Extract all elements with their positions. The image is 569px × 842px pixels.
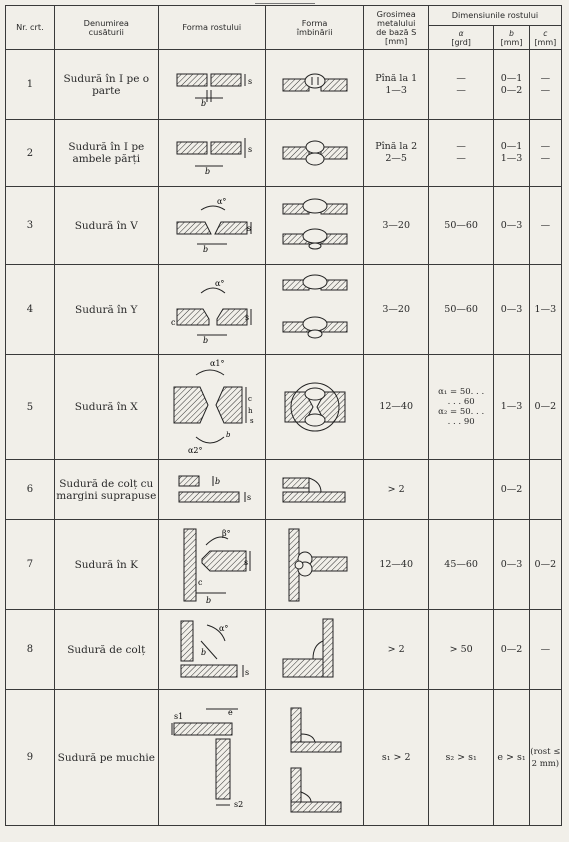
b-value: e > s₁ [494,690,529,826]
row-number: 6 [6,460,55,520]
header-joint-shape: Forma îmbinării [265,6,364,50]
alpha-value: — — [428,120,493,187]
svg-text:c: c [247,395,252,403]
row-number: 4 [6,265,55,355]
alpha-value: α₁ = 50. . . . . . 60 α₂ = 50. . . . . . 90 [428,355,493,460]
row-number: 2 [6,120,55,187]
table-row [6,520,562,610]
groove-i-both-sides-icon [167,128,257,178]
header-dims: Dimensiunile rostului [428,6,561,26]
table-row [6,610,562,690]
c-value: — — [529,120,561,187]
b-value: 0—3 [494,265,529,355]
top-cut-line [255,0,315,4]
header-nr: Nr. crt. [6,6,55,50]
svg-text:b: b [202,244,208,254]
svg-text:s: s [244,667,249,677]
groove-drawing [158,50,265,120]
table-row [6,265,562,355]
header-alpha: α [grd] [428,26,493,50]
alpha-value: 50—60 [428,265,493,355]
groove-drawing [158,187,265,265]
row-name: Sudură în I pe ambele părți [54,120,158,187]
c-value [529,460,561,520]
joint-drawing [265,50,364,120]
b-value: 0—3 [494,520,529,610]
svg-text:s: s [249,417,254,425]
table-row [6,120,562,187]
groove-k-icon [166,523,258,607]
svg-text:e: e [227,707,233,717]
svg-text:α1°: α1° [209,359,225,368]
svg-text:b: b [205,595,211,605]
svg-text:α°: α° [214,278,225,288]
groove-corner-icon [167,615,257,685]
joint-drawing [265,355,364,460]
table-row [6,187,562,265]
thickness-value: s₁ > 2 [364,690,428,826]
joint-x-icon [275,372,355,442]
thickness-value: 3—20 [364,265,428,355]
groove-drawing [158,690,265,826]
row-number: 3 [6,187,55,265]
header-thickness: Grosimea metalului de bază S [mm] [364,6,428,50]
row-name: Sudură de colț cu margini suprapuse [54,460,158,520]
b-value: 0—3 [494,187,529,265]
thickness-value: 12—40 [364,355,428,460]
row-number: 1 [6,50,55,120]
table-row [6,690,562,826]
header-name: Denumirea cusăturii [54,6,158,50]
joint-lap-icon [275,470,355,510]
b-value: 0—1 1—3 [494,120,529,187]
alpha-value: 50—60 [428,187,493,265]
row-name: Sudură în I pe o parte [54,50,158,120]
header-groove-shape: Forma rostului [158,6,265,50]
svg-text:b: b [214,476,220,486]
svg-text:b: b [200,647,206,657]
row-name: Sudură în V [54,187,158,265]
alpha-value: 45—60 [428,520,493,610]
joint-corner-icon [275,615,355,685]
groove-edge-icon [166,703,258,813]
groove-y-icon [167,275,257,345]
row-name: Sudură în K [54,520,158,610]
svg-text:s1: s1 [173,711,183,721]
c-value: 0—2 [529,355,561,460]
joint-i-one-side-icon [275,65,355,105]
svg-text:s2: s2 [233,799,243,809]
svg-text:c: c [197,577,203,587]
joint-drawing [265,610,364,690]
row-name: Sudură în X [54,355,158,460]
thickness-value: Pînă la 2 2—5 [364,120,428,187]
thickness-value: 3—20 [364,187,428,265]
c-value: 1—3 [529,265,561,355]
svg-text:α2°: α2° [187,446,203,455]
c-value: — [529,187,561,265]
svg-text:b: b [200,98,206,108]
groove-drawing [158,120,265,187]
joint-y-icon [275,272,355,348]
row-number: 8 [6,610,55,690]
table-row [6,460,562,520]
groove-drawing [158,610,265,690]
thickness-value: Pînă la 1 1—3 [364,50,428,120]
joint-drawing [265,690,364,826]
groove-drawing [158,265,265,355]
alpha-value [428,460,493,520]
c-value: — [529,610,561,690]
c-value: (rost ≤ 2 mm) [529,690,561,826]
groove-i-one-side-icon [167,60,257,110]
thickness-value: 12—40 [364,520,428,610]
joint-drawing [265,520,364,610]
svg-text:b: b [225,431,231,439]
joint-drawing [265,120,364,187]
header-b: b [mm] [494,26,529,50]
b-value: 0—2 [494,460,529,520]
b-value: 1—3 [494,355,529,460]
alpha-value: s₂ > s₁ [428,690,493,826]
c-value: 0—2 [529,520,561,610]
row-name: Sudură pe muchie [54,690,158,826]
alpha-value: — — [428,50,493,120]
row-name: Sudură în Y [54,265,158,355]
thickness-value: > 2 [364,610,428,690]
thickness-value: > 2 [364,460,428,520]
svg-text:s: s [246,492,251,502]
joint-edge-icon [275,698,355,818]
groove-x-icon [166,357,258,457]
joint-drawing [265,265,364,355]
alpha-value: > 50 [428,610,493,690]
groove-lap-icon [167,468,257,512]
row-name: Sudură de colț [54,610,158,690]
table-row [6,50,562,120]
svg-text:h: h [247,407,253,415]
joint-v-icon [275,194,355,258]
groove-v-icon [167,194,257,258]
row-number: 9 [6,690,55,826]
svg-text:b: b [204,167,210,176]
svg-text:s: s [243,557,248,567]
svg-text:α°: α° [218,623,229,633]
svg-text:s: s [244,312,249,322]
joint-drawing [265,460,364,520]
svg-text:α°: α° [216,196,227,206]
b-value: 0—1 0—2 [494,50,529,120]
b-value: 0—2 [494,610,529,690]
weld-joint-table [5,5,562,826]
svg-text:c: c [170,317,176,327]
joint-k-icon [275,525,355,605]
svg-text:β°: β° [221,528,231,538]
joint-i-both-sides-icon [275,133,355,173]
groove-drawing [158,460,265,520]
row-number: 5 [6,355,55,460]
c-value: — — [529,50,561,120]
groove-drawing [158,355,265,460]
svg-text:s: s [247,76,252,86]
groove-drawing [158,520,265,610]
svg-text:s: s [247,145,252,154]
row-number: 7 [6,520,55,610]
svg-text:b: b [202,335,208,345]
joint-drawing [265,187,364,265]
table-row [6,355,562,460]
header-c: c [mm] [529,26,561,50]
svg-text:s: s [246,223,251,233]
